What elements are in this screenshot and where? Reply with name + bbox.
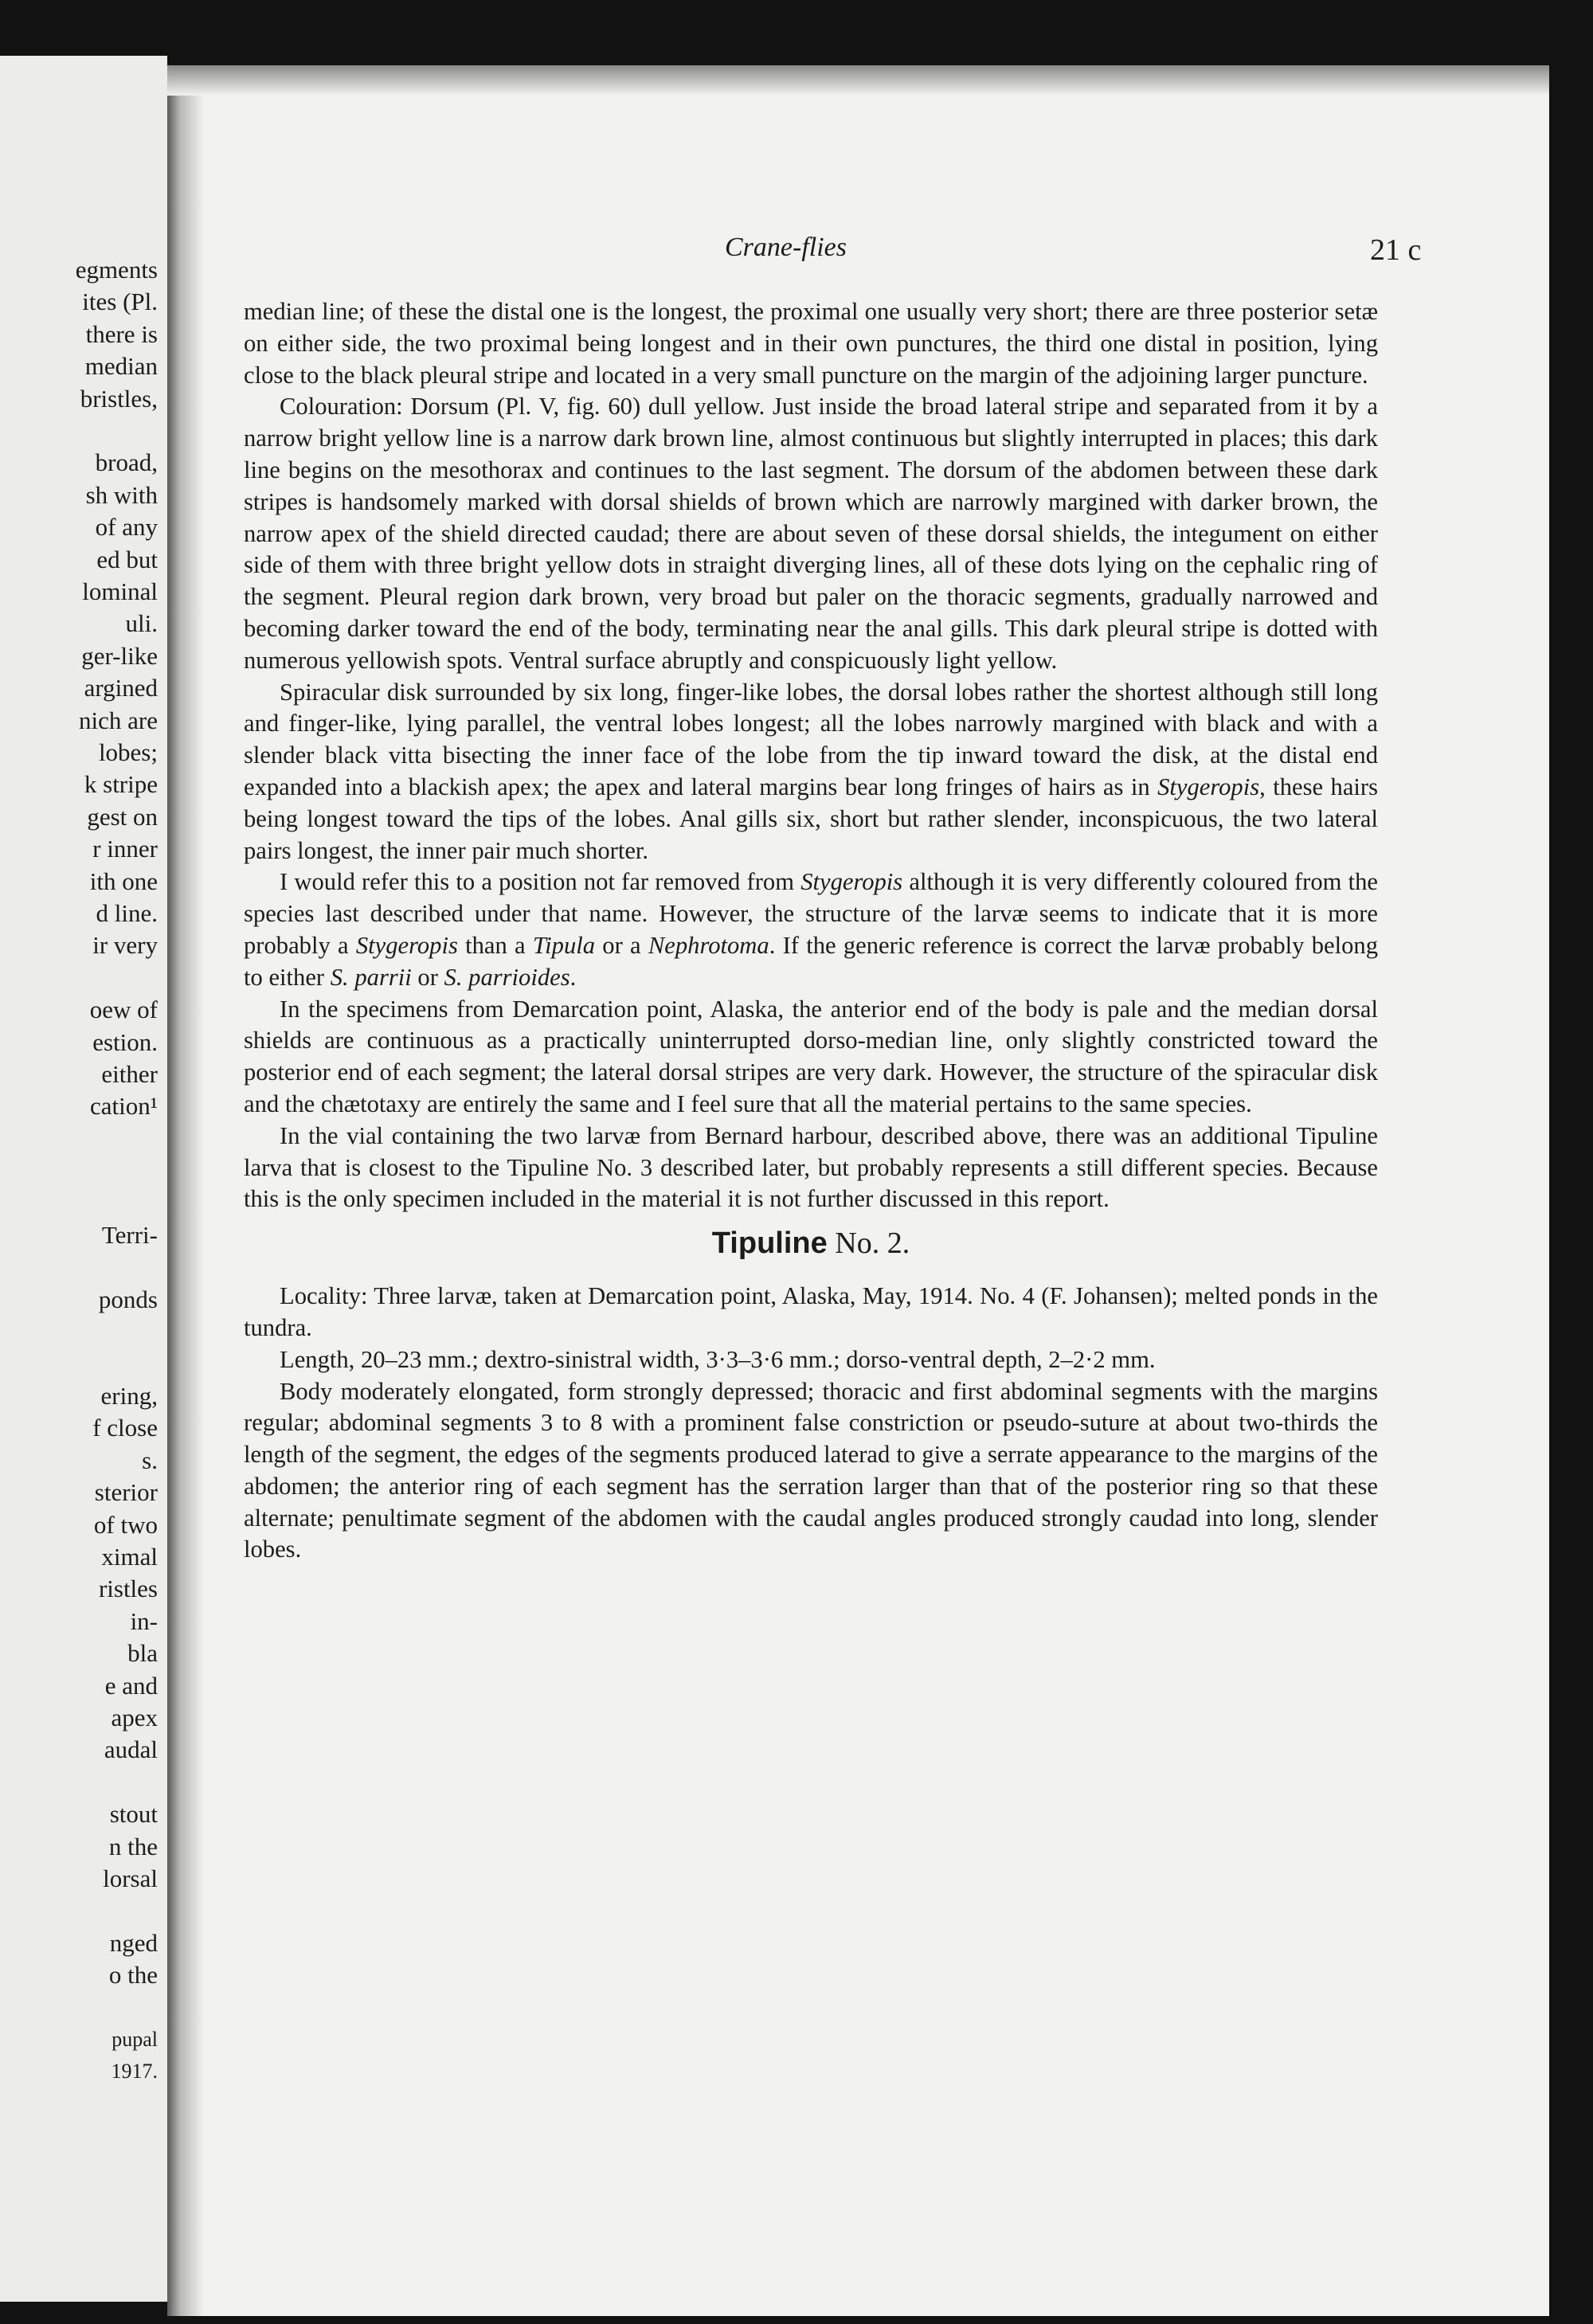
paragraph-colouration: Colouration: Dorsum (Pl. V, fig. 60) dull yellow. Just inside the broad lateral stripe and separated from it by a narrow bright yellow line is a narrow dark brown line, almost continuous but slightly interrupted in places; this dark line begins on the mesothorax and continues to the last segment. The dorsum of the abdomen between these dark stripes is handsomely marked with dorsal shields of brown which are narrowly margined with darker brown, the narrow apex of the shield directed caudad; there are about seven of these dorsal shields, the integument on either side of them with three bright yellow dots in straight diverging lines, all of these dots lying on the cephalic ring of the segment. Pleural region dark brown, very broad but paler on the thoracic segments, gradually narrowed and becoming darker toward the end of the body, terminating near the anal gills. This dark pleural stripe is dotted with numerous yellowish spots. Ventral surface abruptly and conspicuously light yellow. [244,393,1378,674]
left-page-fragment: lobes; [98,738,158,766]
left-page-fragment: sh with [85,480,158,509]
top-shadow [167,65,1549,96]
left-page-fragment: oew of [89,996,158,1024]
left-page-fragment: nich are [79,706,158,734]
left-page-fragment: ering, [100,1382,158,1410]
text-span: , these hairs being longest toward the tips of the lobes. Anal gills six, short but rather slender, inconspicuous, the two lateral pairs longest, the inner pair much shorter. [244,773,1378,864]
body-text [244,296,1378,1566]
taxon-name: Nephrotoma [648,931,769,959]
left-page-fragment: stout [109,1800,158,1829]
left-page-fragment: ristles [98,1575,158,1603]
text-span: . If the generic reference is correct the larvæ probably belong to either [244,931,1378,991]
running-title: Crane-flies [725,233,847,262]
left-page-fragment: lominal [82,577,158,605]
text-span: I would refer this to a position not far removed from [280,868,801,896]
paragraph-bernard-harbour: In the vial containing the two larvæ from Bernard harbour, described above, there was an additional Tipuline larva that is closest to the Tipuline No. 3 described later, but probably represents a still different species. Because this is the only specimen included in the material it is not further discussed in this report. [244,1121,1378,1213]
left-page-fragment: bristles, [80,384,158,413]
left-page-fragment: nged [109,1928,158,1957]
paragraph-spiracular-disk [244,677,1378,867]
left-page-fragment: ger-like [81,641,158,670]
left-page-fragment: of two [93,1510,158,1539]
left-page-fragment: either [101,1060,158,1088]
left-page-fragment: in- [130,1606,158,1635]
taxon-name: Tipula [532,931,596,959]
left-page-fragment: estion. [92,1027,158,1056]
heading-title: Tipuline [711,1227,828,1261]
left-page-fragment: there is [85,319,158,348]
text-span: or [411,963,444,991]
left-page-fragment: k stripe [84,770,158,799]
taxon-name: S. parrioides [444,963,570,991]
left-page-fragment: uli. [125,609,158,638]
left-page-fragment: e and [104,1671,158,1700]
paragraph-identification [244,867,1378,993]
left-page-fragment: bla [127,1639,158,1668]
left-page-fragment: f close [92,1414,158,1442]
left-page-fragment: ites (Pl. [82,288,158,316]
text-span: although it is very differently coloured from the species last described under that name. However, the structure of the larvæ seems to indicate that it is more probably a [244,868,1378,959]
page-number: 21 c [1370,233,1422,267]
left-page-fragment: argined [84,674,158,702]
left-page-edge [0,56,167,2302]
left-page-fragment: cation¹ [89,1092,158,1121]
paragraph-demarcation-specimens: In the specimens from Demarcation point, Alaska, the anterior end of the body is pale and the median dorsal shields are continuous as a practically uninterrupted dorso-median line, only slightly constricted toward the posterior end of each segment; the lateral dorsal stripes are very dark. However, the structure of the spiracular disk and the chætotaxy are entirely the same and I feel sure that all the material pertains to the same species. [244,995,1378,1117]
left-page-fragment: ith one [89,867,158,895]
taxon-name: Stygeropis [1157,773,1260,800]
left-page-fragment: d line. [96,899,158,927]
left-page-fragment: o the [108,1961,158,1989]
left-page-fragment: audal [104,1735,158,1764]
left-page-fragment: gest on [87,802,158,831]
left-page-fragment: Terri- [101,1221,158,1249]
text-span: . [569,963,577,991]
left-page-fragment: egments [75,256,158,284]
text-span: Spiracular disk surrounded by six long, finger-like lobes, the dorsal lobes rather the shortest although still long and finger-like, lying parallel, the ventral lobes longest; all the lobes narrowly margined with black and with a slender black vitta bisecting the inner face of the lobe from the tip inward toward the disk, at the distal end expanded into a blackish apex; the apex and lateral margins bear long fringes of hairs as in [244,678,1378,800]
taxon-name: S. parrii [330,963,412,991]
left-page-fragment: of any [95,513,158,542]
paragraph-body-description: Body moderately elongated, form strongly depressed; thoracic and first abdominal segments with the margins regular; abdominal segments 3 to 8 with a prominent false constriction or pseudo-suture at about two-thirds the length of the segment, the edges of the segments produced laterad to give a serrate appearance to the margins of the abdomen; the anterior ring of each segment has the serration larger than that of the posterior ring so that these alternate; penultimate segment of the abdomen with the caudal angles produced strongly caudad into long, slender lobes. [244,1377,1378,1563]
heading-number: No. 2. [827,1227,910,1261]
left-page-fragment: ximal [101,1543,158,1571]
paragraph-length: Length, 20–23 mm.; dextro-sinistral width, 3·3–3·6 mm.; dorso-ventral depth, 2–2·2 mm. [280,1345,1156,1373]
left-page-fragment: s. [142,1446,158,1474]
paragraph-locality: Locality: Three larvæ, taken at Demarcation point, Alaska, May, 1914. No. 4 (F. Johansen); melted ponds in the tundra. [244,1282,1378,1341]
taxon-name: Stygeropis [800,868,903,896]
left-page-fragment: broad, [95,448,158,477]
binding-shadow [167,65,204,2316]
left-page-fragment: 1917. [111,2060,158,2083]
left-page-fragment: n the [108,1832,158,1860]
left-page-fragment: ponds [98,1285,158,1313]
text-span: or a [595,931,648,959]
text-span: than a [457,931,533,959]
left-page-fragment: ir very [92,931,158,960]
left-page-fragment: sterior [94,1478,158,1507]
left-page-fragment: ed but [96,545,158,573]
page [167,65,1549,2316]
left-page-fragment: r inner [92,835,158,863]
left-page-fragment: lorsal [103,1864,158,1892]
taxon-name: Stygeropis [355,931,458,959]
section-heading [244,1223,1378,1263]
left-page-fragment: apex [111,1704,158,1731]
left-page-fragment: pupal [112,2028,158,2051]
paragraph-setae: median line; of these the distal one is the longest, the proximal one usually very short; there are three posterior setæ on either side, the two proximal being longest and in their own punctures, the third one distal in position, lying close to the black pleural stripe and located in a very small puncture on the margin of the adjoining larger puncture. [244,298,1378,389]
left-page-fragment: median [84,352,158,381]
